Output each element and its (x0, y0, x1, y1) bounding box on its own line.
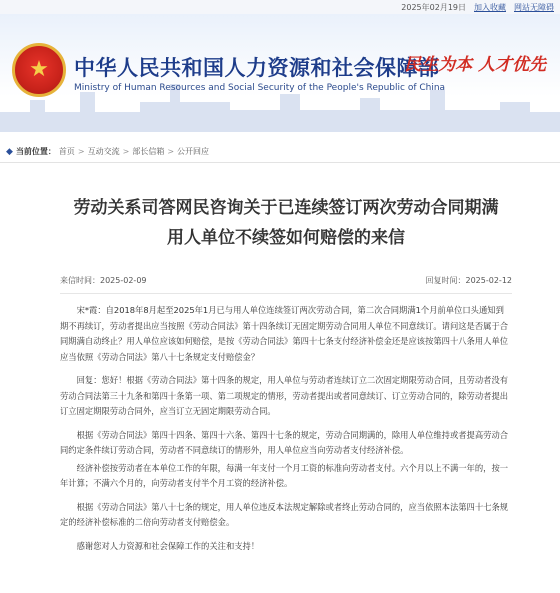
breadcrumb-public-response[interactable]: 公开回应 (177, 147, 210, 156)
breadcrumb-label: 当前位置： (15, 147, 56, 156)
sent-time: 来信时间：2025-02-09 (60, 276, 147, 285)
ministry-name-cn: 中华人民共和国人力资源和社会保障部 (74, 56, 440, 80)
top-utility-bar (0, 0, 560, 14)
accessibility-link[interactable]: 网站无障碍 (514, 2, 554, 12)
breadcrumb-interaction[interactable]: 互动交流 (87, 147, 120, 156)
reply-paragraph: 回复：您好！根据《劳动合同法》第十四条的规定，用人单位与劳动者连续订立二次固定期限劳动合同，且劳动者没有劳动合同法第三十九条和第四十条第一项、第二项规定的情形，劳动者提出或者同意续订、订立劳动合同的，除劳动者提出订立固定期限劳动合同外，应当订立无固定期限劳动合同。 (60, 375, 509, 416)
reply-time: 回复时间：2025-02-12 (425, 276, 512, 285)
ministry-name-en: Ministry of Human Resources and Social Security of the People's Republic of China (74, 83, 446, 93)
article (0, 193, 560, 554)
article-body (60, 303, 512, 554)
breadcrumb (0, 141, 560, 163)
breadcrumb-minister-mailbox[interactable]: 部长信箱 (132, 147, 165, 156)
site-header (0, 14, 560, 132)
add-favorite-link[interactable]: 加入收藏 (474, 2, 506, 12)
breadcrumb-separator: > (77, 147, 85, 156)
breadcrumb-separator: > (122, 147, 130, 156)
breadcrumb-home[interactable]: 首页 (58, 147, 75, 156)
location-pin-icon: ◆ (6, 146, 13, 157)
breadcrumb-separator: > (167, 147, 175, 156)
reply-paragraph: 根据《劳动合同法》第八十七条的规定，用人单位违反本法规定解除或者终止劳动合同的，应当依照本法第四十七条规定的经济补偿标准的二倍向劳动者支付赔偿金。 (60, 501, 509, 527)
ministry-slogan: 民生为本 人才优先 (404, 55, 546, 75)
article-meta (60, 275, 512, 294)
national-emblem-icon: ★ (12, 43, 66, 97)
reply-paragraph: 经济补偿按劳动者在本单位工作的年限，每满一年支付一个月工资的标准向劳动者支付。六个月以上不满一年的，按一年计算；不满六个月的，向劳动者支付半个月工资的经济补偿。 (60, 462, 509, 488)
article-title: 劳动关系司答网民咨询关于已连续签订两次劳动合同期满用人单位不续签如何赔偿的来信 (73, 198, 499, 248)
reply-closing: 感谢您对人力资源和社会保障工作的关注和支持！ (76, 540, 260, 551)
letter-question: 宋*霞：自2018年8月起至2025年1月已与用人单位连续签订两次劳动合同，第二次合同期满1个月前单位口头通知到期不再续订，劳动者提出应当按照《劳动合同法》第十四条续订无固定期劳动合同用人单位不同意续订。请问这是否属于合同期满自动终止？用人单位应该如何赔偿，是按《劳动合同法》第四十七条支付经济补偿金还是应该按第四十八条用人单位应当依照《劳动合同法》第八十七条规定支付赔偿金？ (60, 305, 509, 362)
current-date: 2025年02月19日 (401, 2, 466, 12)
reply-paragraph: 根据《劳动合同法》第四十四条、第四十六条、第四十七条的规定，劳动合同期满的，除用人单位维持或者提高劳动合同约定条件续订劳动合同，劳动者不同意续订的情形外，用人单位应当向劳动者支付经济补偿。 (60, 429, 509, 455)
